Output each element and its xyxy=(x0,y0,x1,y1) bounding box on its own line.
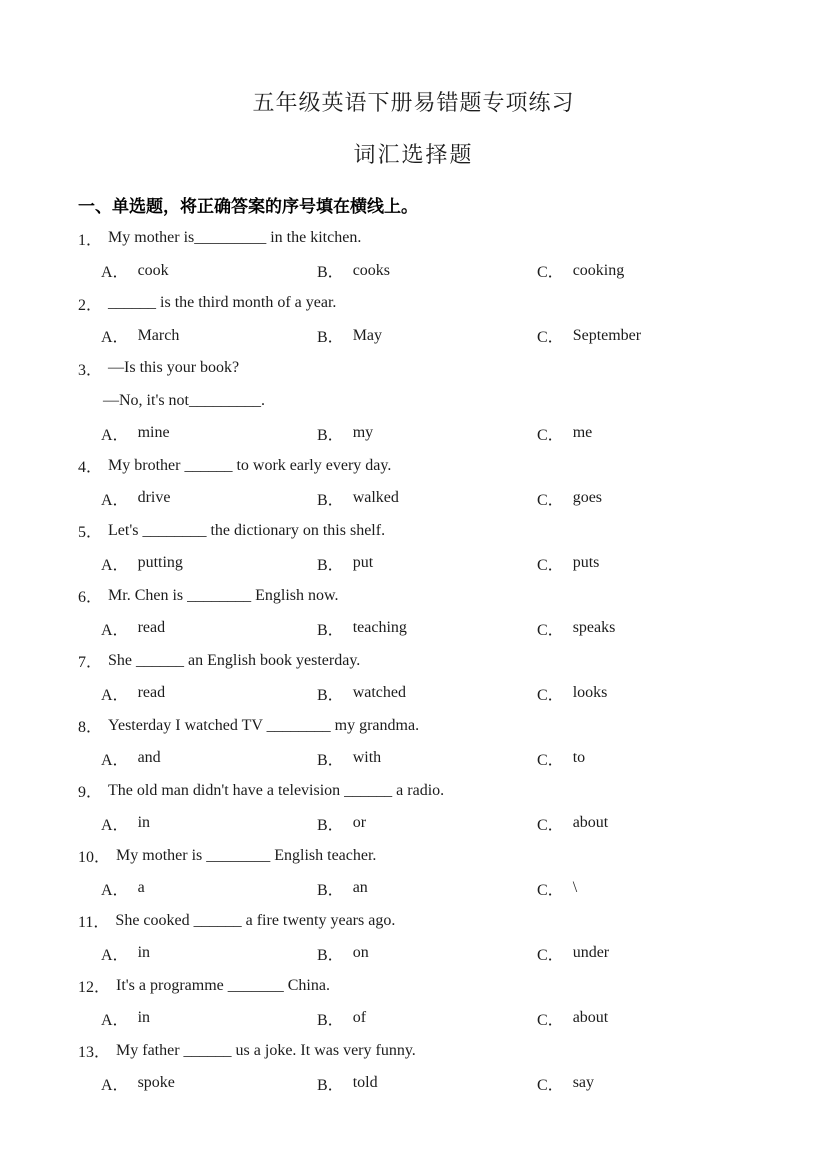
option-text: my xyxy=(352,424,374,442)
question-number: 6． xyxy=(78,589,103,607)
option-text: \ xyxy=(572,879,578,897)
option-text: cook xyxy=(137,261,169,279)
option-label: B． xyxy=(317,556,344,574)
option-text: spoke xyxy=(137,1074,175,1092)
option-label: B． xyxy=(317,816,344,834)
option-label: B． xyxy=(317,621,344,639)
options-row xyxy=(0,255,827,288)
option-b xyxy=(317,1072,537,1095)
options-row xyxy=(0,417,827,450)
question-number: 4． xyxy=(78,459,103,477)
question xyxy=(0,1035,827,1100)
option-label: A． xyxy=(101,816,129,834)
option-text: and xyxy=(137,749,161,767)
question-text: My mother is ________ English teacher. xyxy=(116,846,377,864)
option-label: B． xyxy=(317,426,344,444)
question-number: 10． xyxy=(78,849,111,867)
question-text: My mother is_________ in the kitchen. xyxy=(108,229,362,247)
question-stem xyxy=(0,352,827,385)
question-stem xyxy=(0,970,827,1003)
option-b xyxy=(317,617,537,640)
option-label: C． xyxy=(537,491,564,509)
questions xyxy=(0,222,827,1100)
option-label: A． xyxy=(101,491,129,509)
option-text: in xyxy=(137,944,151,962)
option-a xyxy=(101,617,317,640)
option-c xyxy=(537,422,827,445)
option-c xyxy=(537,617,827,640)
option-label: B． xyxy=(317,946,344,964)
option-label: C． xyxy=(537,1011,564,1029)
option-a xyxy=(101,487,317,510)
option-text: or xyxy=(352,814,367,832)
option-label: C． xyxy=(537,946,564,964)
option-c xyxy=(537,552,827,575)
option-a xyxy=(101,682,317,705)
option-label: B． xyxy=(317,686,344,704)
option-text: on xyxy=(352,944,369,962)
option-label: A． xyxy=(101,329,129,347)
question-stem xyxy=(0,515,827,548)
option-a xyxy=(101,747,317,770)
question xyxy=(0,352,827,450)
question xyxy=(0,905,827,970)
question-number: 7． xyxy=(78,654,103,672)
option-c xyxy=(537,259,827,282)
option-b xyxy=(317,747,537,770)
option-c xyxy=(537,877,827,900)
question-number: 9． xyxy=(78,784,103,802)
options-row xyxy=(0,807,827,840)
options-row xyxy=(0,677,827,710)
option-label: B． xyxy=(317,751,344,769)
question-stem xyxy=(0,840,827,873)
option-label: B． xyxy=(317,881,344,899)
option-c xyxy=(537,324,827,347)
option-c xyxy=(537,747,827,770)
question-stem xyxy=(0,905,827,938)
options-row xyxy=(0,612,827,645)
option-label: C． xyxy=(537,1076,564,1094)
option-text: to xyxy=(572,749,586,767)
question-text: My father ______ us a joke. It was very funny. xyxy=(116,1041,416,1059)
option-text: a xyxy=(137,879,145,897)
option-text: May xyxy=(352,326,383,344)
option-text: say xyxy=(572,1074,595,1092)
option-a xyxy=(101,259,317,282)
option-b xyxy=(317,1007,537,1030)
option-label: C． xyxy=(537,329,564,347)
options-row xyxy=(0,872,827,905)
question-text: ______ is the third month of a year. xyxy=(108,294,337,312)
option-label: A． xyxy=(101,946,129,964)
option-label: A． xyxy=(101,751,129,769)
option-c xyxy=(537,1072,827,1095)
option-a xyxy=(101,942,317,965)
option-label: C． xyxy=(537,751,564,769)
question-stem xyxy=(0,222,827,255)
option-b xyxy=(317,422,537,445)
option-text: put xyxy=(352,554,374,572)
option-text: walked xyxy=(352,489,399,507)
question xyxy=(0,580,827,645)
option-c xyxy=(537,812,827,835)
option-b xyxy=(317,552,537,575)
option-text: mine xyxy=(137,424,170,442)
option-label: C． xyxy=(537,426,564,444)
options-row xyxy=(0,547,827,580)
question xyxy=(0,450,827,515)
question xyxy=(0,970,827,1035)
option-text: told xyxy=(352,1074,378,1092)
question-stem xyxy=(0,287,827,320)
option-text: puts xyxy=(572,554,600,572)
option-text: March xyxy=(137,326,180,344)
question xyxy=(0,515,827,580)
option-b xyxy=(317,812,537,835)
option-text: looks xyxy=(572,684,608,702)
option-text: cooking xyxy=(572,261,625,279)
question-text: —No, it's not_________. xyxy=(103,391,265,409)
option-text: read xyxy=(137,619,166,637)
option-label: C． xyxy=(537,264,564,282)
question-number: 2． xyxy=(78,296,103,314)
option-label: B． xyxy=(317,1076,344,1094)
question-number: 8． xyxy=(78,719,103,737)
question-number: 13． xyxy=(78,1044,111,1062)
option-label: A． xyxy=(101,1076,129,1094)
option-text: September xyxy=(572,326,642,344)
question-stem xyxy=(0,450,827,483)
option-text: in xyxy=(137,1009,151,1027)
option-b xyxy=(317,682,537,705)
option-label: C． xyxy=(537,621,564,639)
option-b xyxy=(317,259,537,282)
option-a xyxy=(101,422,317,445)
options-row xyxy=(0,742,827,775)
option-label: B． xyxy=(317,1011,344,1029)
question-text: Mr. Chen is ________ English now. xyxy=(108,586,339,604)
question-number: 12． xyxy=(78,979,111,997)
option-a xyxy=(101,324,317,347)
options-row xyxy=(0,1067,827,1100)
question xyxy=(0,645,827,710)
option-a xyxy=(101,812,317,835)
option-text: read xyxy=(137,684,166,702)
question-text: The old man didn't have a television ______ a radio. xyxy=(108,781,445,799)
option-text: me xyxy=(572,424,593,442)
question-stem xyxy=(0,580,827,613)
options-row xyxy=(0,320,827,353)
options-row xyxy=(0,937,827,970)
option-text: with xyxy=(352,749,382,767)
option-label: C． xyxy=(537,556,564,574)
option-text: goes xyxy=(572,489,603,507)
question-stem xyxy=(0,1035,827,1068)
question-stem xyxy=(0,645,827,678)
option-label: B． xyxy=(317,329,344,347)
option-text: drive xyxy=(137,489,171,507)
page-title: 五年级英语下册易错题专项练习 xyxy=(252,90,575,115)
option-b xyxy=(317,487,537,510)
section-heading: 一、单选题，将正确答案的序号填在横线上。 xyxy=(78,197,418,216)
option-label: C． xyxy=(537,686,564,704)
question-stem xyxy=(0,775,827,808)
question-text: Yesterday I watched TV ________ my grandma. xyxy=(108,716,420,734)
option-text: cooks xyxy=(352,261,391,279)
question-stem-continued xyxy=(0,385,827,418)
option-label: A． xyxy=(101,264,129,282)
option-c xyxy=(537,942,827,965)
question xyxy=(0,287,827,352)
question xyxy=(0,840,827,905)
options-row xyxy=(0,482,827,515)
option-label: A． xyxy=(101,621,129,639)
question-text: My brother ______ to work early every day. xyxy=(108,456,392,474)
question xyxy=(0,710,827,775)
option-label: B． xyxy=(317,491,344,509)
option-label: C． xyxy=(537,816,564,834)
question-number: 5． xyxy=(78,524,103,542)
option-label: A． xyxy=(101,686,129,704)
question xyxy=(0,775,827,840)
options-row xyxy=(0,1002,827,1035)
question-text: It's a programme _______ China. xyxy=(116,976,330,994)
page-subtitle: 词汇选择题 xyxy=(353,142,474,167)
question-number: 11． xyxy=(78,914,110,932)
question-text: Let's ________ the dictionary on this shelf. xyxy=(108,521,386,539)
option-label: A． xyxy=(101,556,129,574)
option-text: under xyxy=(572,944,610,962)
question-number: 1． xyxy=(78,231,103,249)
option-text: an xyxy=(352,879,368,897)
option-c xyxy=(537,682,827,705)
option-text: watched xyxy=(352,684,406,702)
option-label: B． xyxy=(317,264,344,282)
option-text: speaks xyxy=(572,619,616,637)
option-b xyxy=(317,324,537,347)
question-text: —Is this your book? xyxy=(108,359,240,377)
option-label: A． xyxy=(101,426,129,444)
question-number: 3． xyxy=(78,361,103,379)
question xyxy=(0,222,827,287)
option-label: C． xyxy=(537,881,564,899)
option-a xyxy=(101,552,317,575)
option-label: A． xyxy=(101,1011,129,1029)
question-text: She cooked ______ a fire twenty years ago. xyxy=(115,911,396,929)
option-b xyxy=(317,877,537,900)
option-text: of xyxy=(352,1009,367,1027)
option-text: in xyxy=(137,814,151,832)
option-b xyxy=(317,942,537,965)
option-text: teaching xyxy=(352,619,407,637)
option-c xyxy=(537,1007,827,1030)
option-label: A． xyxy=(101,881,129,899)
option-text: putting xyxy=(137,554,183,572)
option-text: about xyxy=(572,814,609,832)
option-c xyxy=(537,487,827,510)
option-a xyxy=(101,877,317,900)
question-text: She ______ an English book yesterday. xyxy=(108,651,361,669)
option-a xyxy=(101,1072,317,1095)
option-a xyxy=(101,1007,317,1030)
option-text: about xyxy=(572,1009,609,1027)
question-stem xyxy=(0,710,827,743)
